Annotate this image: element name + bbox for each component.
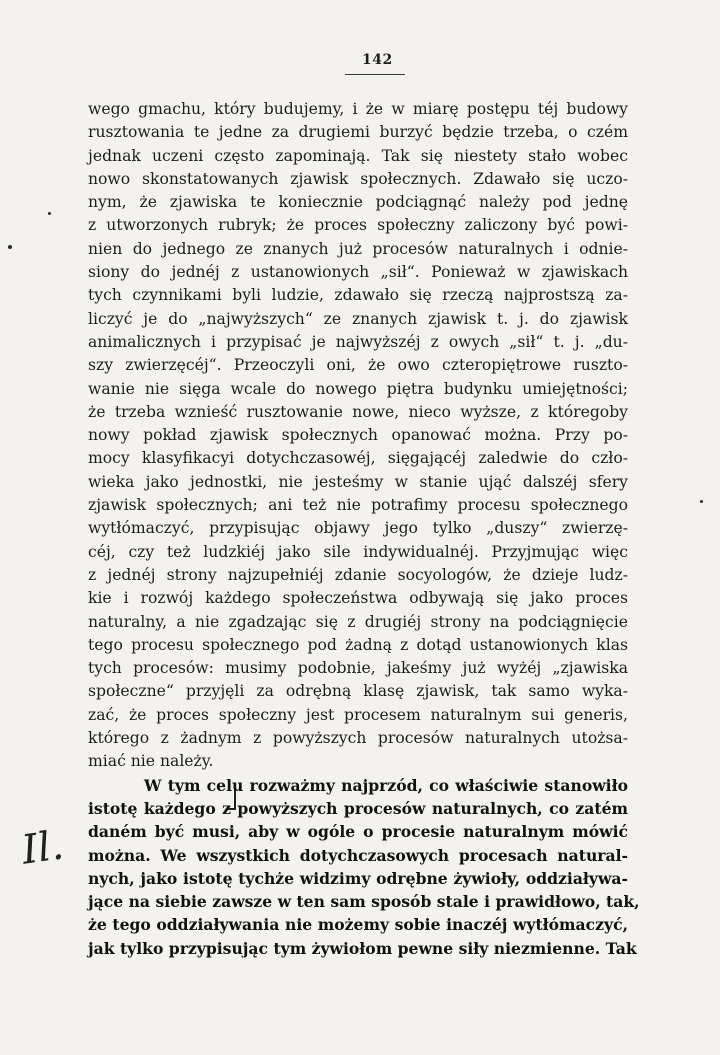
text-line: zjawisk społecznych; ani też nie potrafimy procesu społecznego bbox=[88, 496, 628, 515]
text-line: miać nie należy. bbox=[88, 752, 214, 771]
page-number: 142 bbox=[362, 52, 393, 68]
text-line: wytłómaczyć, przypisując objawy jego tylko „duszy“ zwierzę- bbox=[88, 519, 628, 538]
text-line: wego gmachu, który budujemy, i że w miarę postępu téj budowy bbox=[88, 100, 628, 118]
text-line: siony do jednéj z ustanowionych „sił“. Ponieważ w zjawiskach bbox=[88, 263, 628, 282]
ink-speck bbox=[700, 500, 703, 503]
text-line: zać, że proces społeczny jest procesem naturalnym sui generis, bbox=[88, 705, 628, 724]
text-line: nym, że zjawiska te koniecznie podciągnąć należy pod jednę bbox=[88, 193, 628, 212]
text-line: tych procesów: musimy podobnie, jakeśmy już wyżéj „zjawiska bbox=[88, 659, 628, 678]
text-line: jednak uczeni często zapominają. Tak się niestety stało wobec bbox=[88, 146, 628, 165]
text-line: szy zwierzęcéj“. Przeoczyli oni, że owo czteropiętrowe rusztо- bbox=[88, 356, 628, 375]
ink-speck bbox=[48, 212, 51, 215]
text-line: rusztowania te jedne za drugiemi burzyć będzie trzeba, o czém bbox=[88, 123, 628, 142]
text-line: céj, czy też ludzkiéj jako sile indywidualnéj. Przyjmując więc bbox=[88, 542, 628, 561]
text-line: jące na siebie zawsze w ten sam sposób stale i prawidłowo, tak, bbox=[88, 892, 640, 912]
text-line: z jednéj strony najzupełniéj zdanie socyologów, że dzieje ludz- bbox=[88, 565, 628, 584]
page-number-rule bbox=[345, 74, 405, 75]
text-line: W tym celu rozważmy najprzód, co właściwie stanowiło bbox=[144, 775, 628, 795]
text-line: można. We wszystkich dotychczasowych procesach natural- bbox=[88, 845, 628, 865]
text-line: liczyć je do „najwyższych“ ze znanych zjawisk t. j. do zjawisk bbox=[88, 309, 628, 328]
text-line: społeczne“ przyjęli za odrębną klasę zjawisk, tak samo wyka- bbox=[88, 682, 628, 701]
text-line: mocy klasyfikacyi dotychczasowéj, sięgającéj zaledwie do czło- bbox=[88, 449, 628, 468]
handwritten-margin-note: Il. bbox=[19, 822, 67, 874]
text-line: istotę każdego z powyższych procesów naturalnych, co zatém bbox=[88, 798, 628, 818]
text-line: kie i rozwój każdego społeczeństwa odbywają się jako proces bbox=[88, 589, 628, 608]
text-line: daném być musi, aby w ogóle o procesie naturalnym mówić bbox=[88, 822, 628, 842]
text-line: tych czynnikami byli ludzie, zdawało się rzeczą najprostszą za- bbox=[88, 286, 628, 305]
text-line: że tego oddziaływania nie możemy sobie inaczéj wytłómaczyć, bbox=[88, 915, 628, 935]
text-line: z utworzonych rubryk; że proces społeczny zaliczony być powi- bbox=[88, 216, 628, 235]
text-line: tego procesu społecznego pod żadną z dotąd ustanowionych klas bbox=[88, 635, 628, 654]
text-line: jak tylko przypisując tym żywiołom pewne siły niezmienne. Tak bbox=[88, 938, 637, 958]
text-line: nowo skonstatowanych zjawisk społecznych. Zdawało się uczo- bbox=[88, 169, 628, 188]
text-line: wanie nie sięga wcale do nowego piętra budynku umiejętności; bbox=[88, 379, 628, 398]
text-line: że trzeba wznieść rusztowanie nowe, nieco wyższe, z któregoby bbox=[88, 402, 628, 421]
text-line: nien do jednego ze znanych już procesów naturalnych i odnie- bbox=[88, 239, 628, 258]
text-line: nowy pokład zjawisk społecznych opanować można. Przy po- bbox=[88, 426, 628, 445]
text-line: wieka jako jednostki, nie jesteśmy w stanie ująć dalszéj sfery bbox=[88, 472, 628, 491]
text-line: animalicznych i przypisać je najwyższéj z owych „sił“ t. j. „du- bbox=[88, 332, 628, 351]
text-line: naturalny, a nie zgadzając się z drugiéj strony na podciągnięcie bbox=[88, 612, 628, 631]
text-line: którego z żadnym z powyższych procesów naturalnych utożsa- bbox=[88, 729, 628, 748]
body-text bbox=[88, 98, 640, 960]
text-line: nych, jako istotę tychże widzimy odrębne żywioły, oddziaływa- bbox=[88, 868, 628, 888]
ink-speck bbox=[8, 245, 12, 249]
